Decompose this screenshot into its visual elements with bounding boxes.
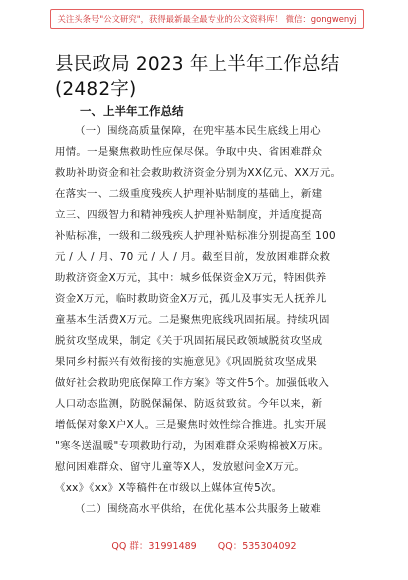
body-text xyxy=(55,121,355,520)
paragraph-line: 用情。一是聚焦救助性应保尽保。争取中央、省困难群众 xyxy=(55,146,323,158)
paragraph-line: （二）围绕高水平供给，在优化基本公共服务上破难 xyxy=(75,503,321,515)
document-title: 县民政局 2023 年上半年工作总结(2482字) xyxy=(55,54,340,100)
paragraph-line: （一）围绕高质量保障，在兜牢基本民生底线上用心 xyxy=(75,125,321,137)
paragraph-line: 补贴标准，一级和二级残疾人护理补贴标准分别提高至 100 xyxy=(55,230,336,242)
paragraph-line: "寒冬送温暖"专项救助行动，为困难群众采购棉被X万床。 xyxy=(55,440,330,452)
promo-banner: 关注头条号"公文研究"，获得最新最全最专业的公文资料库！ 微信：gongwenyj xyxy=(50,9,364,29)
qq-number: QQ：535304092 xyxy=(217,541,297,552)
contact-footer xyxy=(0,538,408,552)
paragraph-line: 做好社会救助兜底保障工作方案》等文件5个。加强低收入 xyxy=(55,377,330,389)
paragraph-line: 救助补助资金和社会救助救济资金分别为XX亿元、XX万元。 xyxy=(55,167,342,179)
paragraph-line: 立三、四级智力和精神残疾人护理补贴制度，并适度提高 xyxy=(55,209,323,221)
paragraph-line: 人口动态监测，防脱保漏保、防返贫致贫。今年以来，新 xyxy=(55,398,323,410)
section-heading: 一、上半年工作总结 xyxy=(80,104,184,118)
paragraph-line: 元 / 人 / 月、70 元 / 人 / 月。截至目前，发放困难群众救 xyxy=(55,251,331,263)
paragraph-line: 果同乡村振兴有效衔接的实施意见》《巩固脱贫攻坚成果 xyxy=(55,356,318,368)
paragraph-line: 慰问困难群众、留守儿童等X人，发放慰问金X万元。 xyxy=(55,461,306,473)
qq-group-number: QQ 群：31991489 xyxy=(111,541,197,552)
paragraph-line: 在落实一、二级重度残疾人护理补贴制度的基础上，新建 xyxy=(55,188,323,200)
paragraph-line: 童基本生活费X万元。二是聚焦兜底线巩固拓展。持续巩固 xyxy=(55,314,330,326)
paragraph-line: 资金X万元，临时救助资金X万元，孤儿及事实无人抚养儿 xyxy=(55,293,327,305)
paragraph-line: 助救济资金X万元，其中：城乡低保资金X万元，特困供养 xyxy=(55,272,327,284)
paragraph-line: 《xx》《xx》X等稿件在市级以上媒体宣传5次。 xyxy=(55,482,283,494)
paragraph-line: 增低保对象X户X人。三是聚焦时效性综合推进。扎实开展 xyxy=(55,419,327,431)
paragraph-line: 脱贫攻坚成果，制定《关于巩固拓展民政领域脱贫攻坚成 xyxy=(55,335,323,347)
